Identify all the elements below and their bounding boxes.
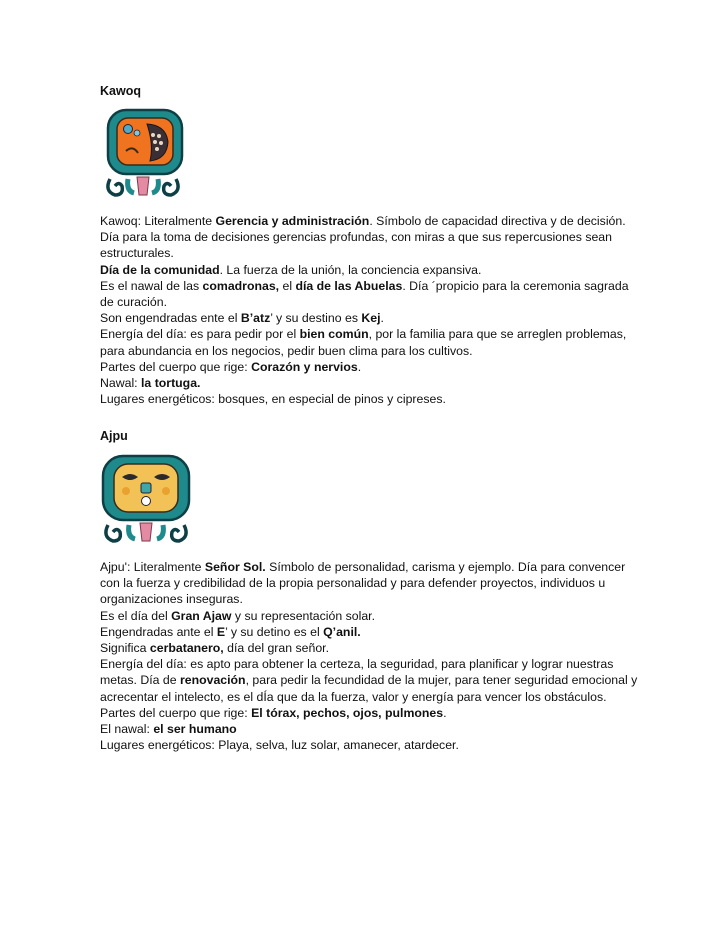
text-segment: . xyxy=(443,705,447,720)
section-body xyxy=(100,559,640,753)
section-title: Ajpu xyxy=(100,429,128,443)
bold-text: día de las Abuelas xyxy=(295,278,403,293)
text-segment: El nawal: xyxy=(100,722,154,737)
text-line xyxy=(100,213,640,262)
text-line xyxy=(100,640,640,656)
bold-text: cerbatanero, xyxy=(149,641,224,656)
bold-text: Señor Sol. xyxy=(204,560,266,574)
section-ajpu xyxy=(100,429,640,753)
bold-text: comadronas, xyxy=(202,278,280,293)
bold-text: Día de la comunidad xyxy=(100,262,220,277)
text-segment: . Símbolo de capacidad directiva y de decisión. Día para la toma de decisiones gerencias profundas, con miras a que sus repercusiones sean estructurales. xyxy=(100,214,626,261)
text-segment: ’ y su destino es xyxy=(270,311,362,326)
bold-text: B’atz xyxy=(240,311,271,326)
text-segment: Son engendradas ente el xyxy=(100,311,241,326)
text-segment: Partes del cuerpo que rige: xyxy=(100,705,252,720)
text-segment: Es el nawal de las xyxy=(100,278,203,293)
text-line xyxy=(100,656,640,705)
bold-text: Q’anil. xyxy=(323,624,361,639)
section-kawoq xyxy=(100,84,640,407)
text-segment: el xyxy=(279,278,296,293)
text-segment: Ajpu': Literalmente xyxy=(100,560,205,574)
text-line xyxy=(100,359,640,375)
text-line xyxy=(100,737,640,753)
text-segment: . La fuerza de la unión, la conciencia expansiva. xyxy=(219,262,482,277)
text-segment: ’ y su detino es el xyxy=(225,624,324,639)
text-line xyxy=(100,262,640,278)
text-line xyxy=(100,326,640,358)
bold-text: E xyxy=(216,624,226,639)
text-segment: , por la familia para que se arreglen problemas, para abundancia en los negocios, pedir buen clima para los cultivos. xyxy=(100,327,627,358)
text-segment: Lugares energéticos: bosques, en especial de pinos y cipreses. xyxy=(100,392,446,407)
text-line xyxy=(100,624,640,640)
bold-text: bien común xyxy=(299,327,369,342)
text-segment: Lugares energéticos: Playa, selva, luz solar, amanecer, atardecer. xyxy=(100,738,459,753)
section-title: Kawoq xyxy=(100,84,141,98)
text-segment: Símbolo de personalidad, carisma y ejemplo. Día para convencer con la fuerza y credibilidad de la propia personalidad y para defender proyectos, individuos u organizaciones inseguras. xyxy=(100,560,626,607)
text-segment: , para pedir la fecundidad de la mujer, para tener seguridad emocional y acrecentar el intelecto, es el dÍa que da la fuerza, valor y energía para vencer los obstáculos. xyxy=(100,673,638,704)
text-segment: y su representación solar. xyxy=(231,608,376,623)
text-segment: Significa xyxy=(100,641,150,656)
text-segment: Es el día del xyxy=(100,608,172,623)
bold-text: Corazón y nervios xyxy=(251,359,358,374)
text-line xyxy=(100,310,640,326)
text-segment: . xyxy=(357,359,362,374)
text-segment: . xyxy=(380,311,384,326)
bold-text: Gran Ajaw xyxy=(171,608,232,623)
kawoq-glyph-icon xyxy=(100,107,186,199)
bold-text: Gerencia y administración xyxy=(215,214,370,228)
bold-text: la tortuga. xyxy=(141,376,201,391)
text-segment: Engendradas ante el xyxy=(100,624,217,639)
ajpu-glyph-icon xyxy=(100,453,194,545)
text-segment: Kawoq: Literalmente xyxy=(100,214,216,228)
bold-text: El tórax, pechos, ojos, pulmones xyxy=(251,705,444,720)
section-body xyxy=(100,213,640,407)
text-line xyxy=(100,559,640,608)
bold-text: Kej xyxy=(361,311,381,326)
text-segment: Nawal: xyxy=(100,376,142,391)
text-line xyxy=(100,375,640,391)
text-line xyxy=(100,278,640,310)
text-line xyxy=(100,705,640,721)
text-segment: . Día ´propicio para la ceremonia sagrada de curación. xyxy=(100,278,629,310)
bold-text: renovación xyxy=(179,673,246,688)
text-line xyxy=(100,391,640,407)
text-segment: Partes del cuerpo que rige: xyxy=(100,359,252,374)
text-segment: Energía del día: es para pedir por el xyxy=(100,327,300,342)
bold-text: el ser humano xyxy=(153,722,237,737)
text-segment: Energía del día: es apto para obtener la certeza, la seguridad, para planificar y lograr nuestras metas. Día de xyxy=(100,657,614,688)
text-line xyxy=(100,608,640,624)
text-segment: día del gran señor. xyxy=(223,641,329,656)
text-line xyxy=(100,721,640,737)
